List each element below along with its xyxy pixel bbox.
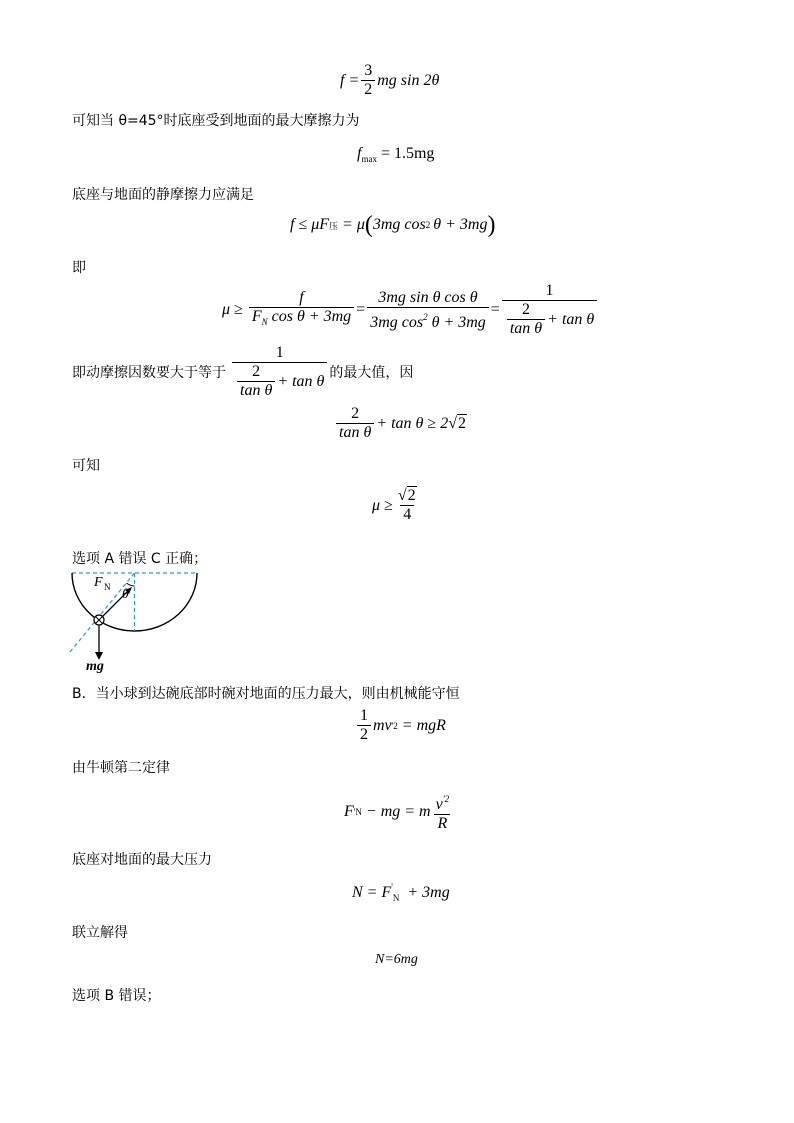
eq-subscript: N: [261, 317, 268, 327]
eq-superscript: ': [391, 882, 393, 892]
fraction-numerator: 2: [351, 405, 360, 422]
equation-mu-result: [372, 487, 422, 524]
eq-sign: =: [490, 301, 500, 318]
eq-subscript: 压: [329, 220, 339, 231]
eq-symbol: f: [357, 145, 362, 162]
fraction: [249, 289, 354, 331]
label-angle: θ: [122, 587, 129, 602]
eq-subscript: max: [361, 154, 377, 164]
sqrt-radicand: 2: [457, 415, 466, 432]
fraction-numerator: 1: [275, 344, 284, 361]
text-line-10: 联立解得: [72, 925, 128, 941]
fraction-denominator: [249, 307, 354, 331]
eq-part: v: [435, 796, 443, 813]
left-paren: (: [364, 212, 373, 238]
eq-lhs: f =: [340, 71, 360, 89]
text-part: 即动摩擦因数要大于等于: [72, 365, 226, 381]
text-line-5: 可知: [72, 458, 100, 474]
right-paren: ): [487, 212, 496, 238]
eq-rhs: mg sin 2θ: [377, 71, 440, 89]
equation-energy: [355, 707, 446, 744]
fraction: [433, 790, 453, 833]
eq-part: + tan θ: [277, 372, 325, 390]
text-line-3: 即: [72, 260, 86, 276]
eq-part: N = F: [352, 884, 392, 901]
equation-result: N=6mg: [375, 952, 418, 967]
fraction-numerator: 1: [545, 282, 554, 299]
inline-fraction: [232, 344, 327, 400]
text-line-1: 可知当 θ=45°时底座受到地面的最大摩擦力为: [72, 113, 360, 129]
sqrt-sign: √: [448, 414, 457, 432]
fraction-denominator: 4: [400, 505, 414, 524]
fraction: [336, 405, 374, 442]
eq-rhs: = 1.5mg: [380, 145, 435, 162]
eq-part: θ + 3mg: [433, 216, 488, 233]
text-line-4: [72, 344, 413, 400]
eq-superscript: 2: [423, 311, 428, 322]
equation-fmax: [357, 145, 434, 164]
text-line-7: B．当小球到达碗底部时碗对地面的压力最大，则由机械能守恒: [72, 686, 460, 702]
eq-superscript: 2: [425, 220, 431, 230]
eq-part: = mgR: [401, 716, 446, 734]
eq-superscript: '2: [442, 794, 450, 804]
fraction: [361, 62, 375, 99]
fraction: [395, 487, 420, 524]
fraction-denominator: tan θ: [237, 381, 275, 400]
equation-am-gm: [334, 405, 467, 442]
fraction-denominator: [232, 362, 327, 400]
eq-part: F: [344, 802, 354, 820]
eq-part: + 3mg: [407, 884, 450, 901]
eq-part: = μ: [342, 216, 365, 233]
fraction-numerator: 3mg sin θ cos θ: [378, 288, 478, 306]
sqrt-sign: √: [397, 487, 407, 504]
text-line-2: 底座与地面的静摩擦力应满足: [72, 187, 254, 203]
text-line-9: 底座对地面的最大压力: [72, 852, 212, 868]
eq-part: μ ≥: [222, 301, 243, 318]
text-part: 的最大值，因: [329, 365, 414, 381]
label-force: F: [94, 575, 103, 590]
fraction: [357, 707, 371, 744]
eq-part: + tan θ: [547, 310, 595, 328]
eq-superscript: ': [353, 806, 356, 817]
fraction-denominator: 2: [357, 725, 371, 744]
eq-part: θ + 3mg: [431, 313, 486, 331]
equation-static-friction: [290, 212, 496, 238]
fraction-denominator: [367, 307, 489, 332]
bowl-diagram: [62, 566, 207, 674]
eq-part: cos θ + 3mg: [271, 308, 352, 325]
label-force-sub: N: [104, 582, 111, 592]
equation-friction: [340, 62, 439, 99]
fraction-denominator: [502, 300, 597, 338]
text-line-11: 选项 B 错误；: [72, 988, 161, 1004]
fraction-numerator: f: [299, 289, 304, 306]
eq-superscript: '2: [391, 720, 398, 731]
eq-part: + tan θ ≥ 2: [376, 414, 449, 432]
eq-sign: =: [356, 301, 366, 318]
eq-part: 3mg cos: [372, 216, 426, 233]
equation-newton: [344, 790, 454, 833]
eq-part: − mg = m: [365, 802, 431, 820]
text-line-6: 选项 A 错误 C 正确；: [72, 551, 208, 567]
text-line-8: 由牛顿第二定律: [72, 760, 170, 776]
eq-subscript: N: [355, 806, 362, 817]
fraction-numerator: 3: [364, 62, 373, 79]
angle-arc: [127, 583, 135, 586]
equation-max-pressure: [352, 882, 450, 903]
eq-part: F: [251, 308, 262, 325]
fraction: [367, 289, 489, 332]
fraction-denominator: R: [434, 814, 450, 833]
sqrt-radicand: 2: [407, 487, 416, 504]
eq-part: 3mg cos: [370, 313, 424, 331]
fraction-denominator: tan θ: [336, 423, 374, 442]
eq-part: μ ≥: [372, 496, 393, 514]
inner-fraction: [507, 301, 545, 338]
fraction: [502, 282, 597, 338]
fraction-numerator: 2: [252, 363, 261, 380]
fraction-numerator: 2: [521, 301, 530, 318]
fraction-denominator: 2: [361, 80, 375, 99]
label-weight: mg: [86, 659, 104, 674]
eq-subscript: N: [392, 893, 400, 903]
inner-fraction: [237, 363, 275, 400]
fraction-numerator: 1: [360, 707, 368, 724]
eq-part: mv: [373, 716, 392, 734]
fraction-denominator: tan θ: [507, 319, 545, 338]
eq-part: f ≤ μF: [290, 216, 330, 233]
equation-mu-inequality: [222, 282, 599, 338]
